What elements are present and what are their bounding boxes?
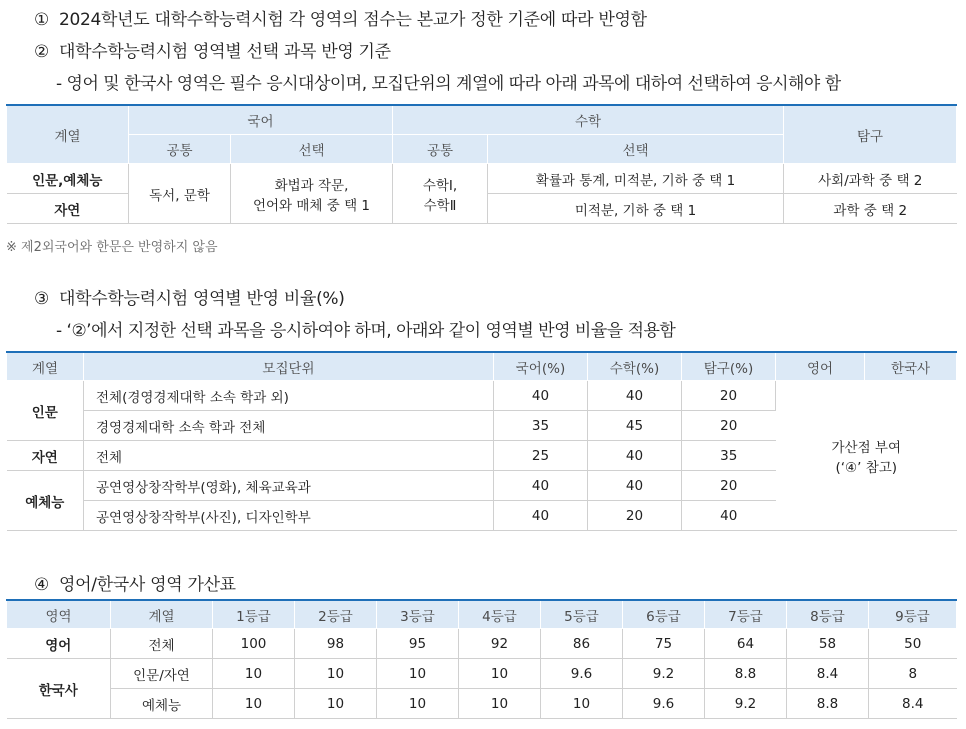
score-cell: 8.8 [705,659,787,689]
header-math-common: 공통 [393,135,488,164]
score-cell: 9.2 [705,689,787,719]
section-2-heading [34,37,391,62]
table-row [7,381,957,411]
header-gyeyeol: 계열 [7,105,129,164]
header-grade-col: 계열 [111,600,213,629]
math-pct-cell: 40 [588,381,682,411]
table-row [7,689,957,719]
korean-select-line-1: 화법과 작문, [274,177,349,194]
table-row [7,164,957,194]
math-common-line-2: 수학Ⅱ [423,197,457,214]
header-grade-col: 6등급 [623,600,705,629]
inquiry-pct-cell: 40 [682,501,776,531]
score-cell: 10 [377,689,459,719]
ratio-table [6,351,957,531]
score-cell: 9.2 [623,659,705,689]
section-3-subtext: - ‘②’에서 지정한 선택 과목을 응시하여야 하며, 아래와 같이 영역별 반영 비율을 적용함 [56,321,676,341]
header-grade-col: 3등급 [377,600,459,629]
inquiry-pct-cell: 20 [682,411,776,441]
unit-cell: 전체 [84,441,494,471]
score-cell: 10 [459,659,541,689]
korean-pct-cell: 40 [494,471,588,501]
score-cell: 75 [623,629,705,659]
math-select-cell: 확률과 통계, 미적분, 기하 중 택 1 [488,164,784,194]
score-cell: 50 [869,629,957,659]
unit-cell: 전체(경영경제대학 소속 학과 외) [84,381,494,411]
math-common-line-1: 수학Ⅰ, [422,177,458,194]
score-cell: 10 [459,689,541,719]
header-grade-col: 1등급 [213,600,295,629]
math-pct-cell: 40 [588,471,682,501]
section-4-number: ④ [34,575,49,595]
table-row [7,629,957,659]
math-pct-cell: 45 [588,411,682,441]
header-math-select: 선택 [488,135,784,164]
korean-pct-cell: 25 [494,441,588,471]
header-math: 수학 [393,105,784,135]
score-cell: 10 [213,659,295,689]
unit-cell: 공연영상창작학부(영화), 체육교육과 [84,471,494,501]
header-unit: 모집단위 [84,352,494,381]
score-cell: 10 [295,659,377,689]
korean-select-cell [231,164,393,224]
korean-select-line-2: 언어와 매체 중 택 1 [252,197,371,214]
header-korean: 국어 [129,105,393,135]
unit-cell: 경영경제대학 소속 학과 전체 [84,411,494,441]
section-1-text: 2024학년도 대학수학능력시험 각 영역의 점수는 본교가 정한 기준에 따라 반영함 [58,10,647,30]
section-2-text: 대학수학능력시험 영역별 선택 과목 반영 기준 [58,42,391,62]
header-korean-common: 공통 [129,135,231,164]
bonus-table [6,599,957,719]
header-grade-col: 2등급 [295,600,377,629]
header-english: 영어 [776,352,865,381]
score-cell: 92 [459,629,541,659]
score-cell: 10 [295,689,377,719]
row-label: 인문,예체능 [7,164,129,194]
track-cell: 전체 [111,629,213,659]
header-math-pct: 수학(%) [588,352,682,381]
math-pct-cell: 40 [588,441,682,471]
header-grade-col: 7등급 [705,600,787,629]
math-common-cell [393,164,488,224]
korean-pct-cell: 35 [494,411,588,441]
section-3-heading [34,284,345,309]
header-history: 한국사 [865,352,957,381]
korean-pct-cell: 40 [494,381,588,411]
score-cell: 64 [705,629,787,659]
header-grade-col: 8등급 [787,600,869,629]
score-cell: 8.8 [787,689,869,719]
header-korean-pct: 국어(%) [494,352,588,381]
area-label: 한국사 [7,659,111,719]
track-cell: 인문/자연 [111,659,213,689]
header-grade-col: 5등급 [541,600,623,629]
header-inquiry-pct: 탐구(%) [682,352,776,381]
subject-selection-table [6,104,957,224]
inquiry-pct-cell: 20 [682,381,776,411]
score-cell: 8 [869,659,957,689]
track-cell: 예체능 [111,689,213,719]
section-4-text: 영어/한국사 영역 가산표 [58,575,236,595]
bonus-cell [776,381,957,531]
area-label: 영어 [7,629,111,659]
score-cell: 8.4 [787,659,869,689]
header-gyeyeol: 계열 [7,352,84,381]
unit-cell: 공연영상창작학부(사진), 디자인학부 [84,501,494,531]
score-cell: 10 [213,689,295,719]
inquiry-cell: 사회/과학 중 택 2 [784,164,957,194]
group-label: 예체능 [7,471,84,531]
bonus-line-1: 가산점 부여 [831,439,901,456]
header-grade-col: 9등급 [869,600,957,629]
bonus-line-2: (‘④’ 참고) [835,459,898,476]
group-label: 인문 [7,381,84,441]
table-row [7,659,957,689]
score-cell: 100 [213,629,295,659]
score-cell: 9.6 [541,659,623,689]
score-cell: 10 [377,659,459,689]
group-label: 자연 [7,441,84,471]
score-cell: 10 [541,689,623,719]
score-cell: 9.6 [623,689,705,719]
score-cell: 86 [541,629,623,659]
section-3-number: ③ [34,289,49,309]
exclusion-note: ※ 제2외국어와 한문은 반영하지 않음 [6,240,218,255]
inquiry-pct-cell: 20 [682,471,776,501]
math-select-cell: 미적분, 기하 중 택 1 [488,194,784,224]
section-1-heading [34,5,647,30]
header-inquiry: 탐구 [784,105,957,164]
header-grade-col: 영역 [7,600,111,629]
math-pct-cell: 20 [588,501,682,531]
header-grade-col: 4등급 [459,600,541,629]
korean-common-cell: 독서, 문학 [129,164,231,224]
korean-pct-cell: 40 [494,501,588,531]
score-cell: 58 [787,629,869,659]
section-3-text: 대학수학능력시험 영역별 반영 비율(%) [58,289,345,309]
section-1-number: ① [34,10,49,30]
score-cell: 8.4 [869,689,957,719]
section-4-heading [34,570,236,595]
inquiry-pct-cell: 35 [682,441,776,471]
section-2-number: ② [34,42,49,62]
inquiry-cell: 과학 중 택 2 [784,194,957,224]
score-cell: 98 [295,629,377,659]
row-label: 자연 [7,194,129,224]
header-korean-select: 선택 [231,135,393,164]
score-cell: 95 [377,629,459,659]
section-2-subtext: - 영어 및 한국사 영역은 필수 응시대상이며, 모집단위의 계열에 따라 아래 과목에 대하여 선택하여 응시해야 함 [56,74,841,94]
